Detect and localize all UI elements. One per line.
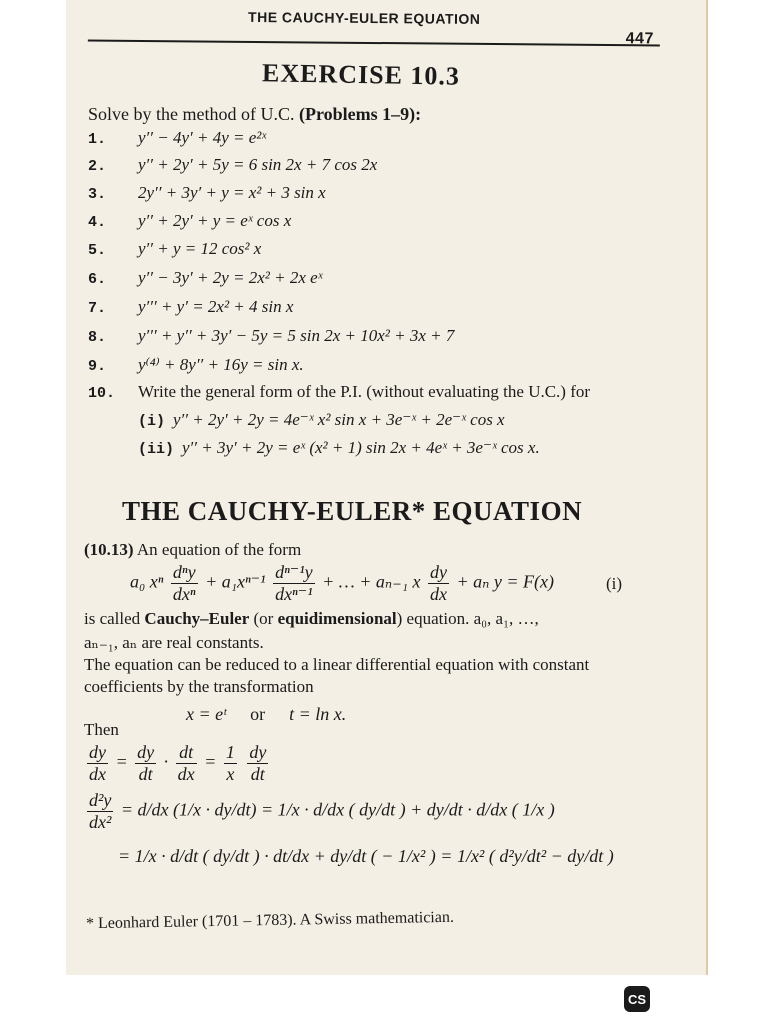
- transform-or: or: [250, 704, 266, 724]
- transform-left: x = eᵗ: [186, 704, 227, 724]
- called-line: [84, 609, 539, 629]
- problem-6: [88, 268, 322, 288]
- footnote-marker: *: [85, 915, 95, 933]
- equals-sign: =: [204, 751, 217, 772]
- problem-equation: y′′ + 2y′ + y = eˣ cos x: [138, 211, 292, 230]
- exercise-title: EXERCISE 10.3: [261, 58, 461, 91]
- second-derivative-line-1: [84, 790, 555, 832]
- problem-equation: y′′′ + y′ = 2x² + 4 sin x: [138, 297, 294, 316]
- equals-sign: =: [261, 799, 274, 820]
- problem-2: [88, 155, 377, 175]
- running-title: THE CAUCHY-EULER EQUATION: [248, 8, 481, 27]
- problem-number: 8.: [88, 329, 107, 346]
- frac-num: dy: [429, 562, 447, 582]
- deriv-expression: d/dx (1/x · dy/dt): [137, 799, 257, 820]
- eq-term-3: + … + aₙ₋₁ x: [322, 571, 421, 592]
- constants-line: aₙ₋₁, aₙ are real constants.: [84, 633, 264, 652]
- footnote-text: Leonhard Euler (1701 – 1783). A Swiss mathematician.: [97, 908, 455, 933]
- transform-right: t = ln x.: [289, 704, 347, 724]
- dot-operator: ·: [163, 751, 169, 772]
- subpart-label: (i): [138, 413, 166, 430]
- problem-1: [88, 128, 266, 148]
- eq-term-1: a₀ xⁿ: [130, 571, 164, 592]
- running-header: [88, 4, 660, 49]
- section-title: THE CAUCHY-EULER* EQUATION: [122, 496, 583, 526]
- frac-num: dt: [179, 742, 194, 762]
- eq-term-4: + aₙ y = F(x): [456, 571, 555, 592]
- frac-den: x: [224, 763, 237, 785]
- deriv-fraction: [135, 742, 156, 784]
- paragraph-intro: An equation of the form: [133, 540, 302, 559]
- deriv-fraction: [224, 742, 237, 784]
- problem-number: 7.: [88, 300, 107, 317]
- subpart-label: (ii): [138, 441, 175, 458]
- first-derivative: [84, 742, 271, 784]
- eq-fraction-2: [273, 562, 315, 604]
- exercise-intro: [88, 104, 421, 125]
- camscanner-badge: CS: [624, 986, 650, 1012]
- term-equidimensional: equidimensional: [277, 609, 397, 628]
- problem-number: 2.: [88, 158, 107, 175]
- problem-4: [88, 211, 291, 231]
- frac-num: d²y: [89, 790, 112, 810]
- frac-den: dx²: [89, 811, 112, 832]
- deriv-fraction: [176, 742, 197, 784]
- equals-sign: =: [440, 846, 453, 866]
- deriv-fraction: [87, 742, 108, 784]
- reduce-line-1: The equation can be reduced to a linear differential equation with constant: [84, 655, 590, 674]
- problem-equation: y′′ − 4y′ + 4y = e²ˣ: [138, 128, 267, 147]
- frac-num: dy: [249, 742, 267, 762]
- problem-5: [88, 239, 261, 259]
- eq-fraction-3: [428, 562, 449, 604]
- subpart-ii: [138, 438, 540, 458]
- frac-num: dy: [89, 742, 106, 762]
- cauchy-euler-equation: [130, 562, 554, 604]
- equals-sign: =: [118, 846, 131, 866]
- problem-equation: y′′′ + y′′ + 3y′ − 5y = 5 sin 2x + 10x² + 3x + 7: [138, 326, 455, 345]
- frac-num: 1: [225, 742, 235, 762]
- eq-fraction-1: [171, 562, 198, 604]
- subpart-equation: y′′ + 2y′ + 2y = 4e⁻ˣ x² sin x + 3e⁻ˣ + 2e⁻ˣ cos x: [173, 410, 505, 429]
- problem-number: 9.: [88, 358, 107, 375]
- problem-number: 1.: [88, 131, 107, 148]
- problem-text: Write the general form of the P.I. (without evaluating the U.C.) for: [138, 382, 591, 401]
- reduce-line-2: coefficients by the transformation: [84, 677, 314, 696]
- subpart-i: [138, 410, 505, 430]
- problem-number: 10.: [88, 385, 116, 402]
- frac-den: dx: [177, 763, 195, 784]
- deriv-fraction: [247, 742, 268, 784]
- frac-den: dxⁿ: [172, 583, 196, 604]
- equals-sign: =: [115, 751, 128, 772]
- called-text: is called: [84, 609, 145, 628]
- frac-num: dy: [137, 742, 155, 762]
- frac-num: dⁿy: [172, 562, 196, 582]
- problem-equation: y′′ + y = 12 cos² x: [138, 239, 262, 258]
- frac-den: dt: [247, 763, 268, 785]
- equation-label: (i): [606, 574, 623, 593]
- problem-8: [88, 326, 454, 346]
- deriv-fraction: [87, 790, 113, 832]
- intro-range: (Problems 1–9):: [298, 104, 422, 124]
- paragraph-number: (10.13): [84, 540, 134, 559]
- problem-equation: 2y′′ + 3y′ + y = x² + 3 sin x: [138, 183, 326, 202]
- problem-number: 4.: [88, 214, 107, 231]
- frac-den: dxⁿ⁻¹: [275, 583, 313, 604]
- intro-text: Solve by the method of U.C.: [88, 104, 299, 124]
- frac-num: dⁿ⁻¹y: [275, 562, 313, 582]
- deriv-expression: 1/x² ( d²y/dt² − dy/dt ): [456, 846, 614, 866]
- problem-equation: y⁽⁴⁾ + 8y′′ + 16y = sin x.: [138, 355, 304, 374]
- problem-7: [88, 297, 293, 317]
- problem-10: [88, 382, 590, 402]
- problem-3: [88, 183, 326, 203]
- problem-number: 5.: [88, 242, 107, 259]
- problem-9: [88, 355, 304, 375]
- frac-den: dx: [89, 763, 106, 784]
- frac-den: dt: [135, 763, 156, 785]
- problem-number: 6.: [88, 271, 107, 288]
- page-number: 447: [625, 30, 654, 48]
- deriv-expression: 1/x · d/dx ( dy/dt ) + dy/dt · d/dx ( 1/x ): [277, 799, 555, 820]
- then-label: Then: [84, 720, 119, 739]
- subpart-equation: y′′ + 3y′ + 2y = eˣ (x² + 1) sin 2x + 4eˣ + 3e⁻ˣ cos x.: [182, 438, 540, 457]
- transformation: [186, 704, 346, 725]
- problem-number: 3.: [88, 186, 107, 203]
- term-cauchy-euler: Cauchy–Euler: [144, 609, 250, 628]
- problem-equation: y′′ + 2y′ + 5y = 6 sin 2x + 7 cos 2x: [138, 155, 378, 174]
- problem-equation: y′′ − 3y′ + 2y = 2x² + 2x eˣ: [138, 268, 323, 287]
- second-derivative-line-2: [118, 846, 614, 867]
- called-text: ) equation. a₀, a₁, …,: [396, 609, 539, 628]
- called-text: (or: [249, 609, 278, 628]
- equals-sign: =: [120, 799, 134, 820]
- frac-den: dx: [429, 583, 447, 604]
- section-intro: [84, 540, 301, 560]
- deriv-expression: 1/x · d/dt ( dy/dt ) · dt/dx + dy/dt ( − 1/x² ): [134, 846, 436, 866]
- eq-term-2: + a₁xⁿ⁻¹: [205, 571, 266, 592]
